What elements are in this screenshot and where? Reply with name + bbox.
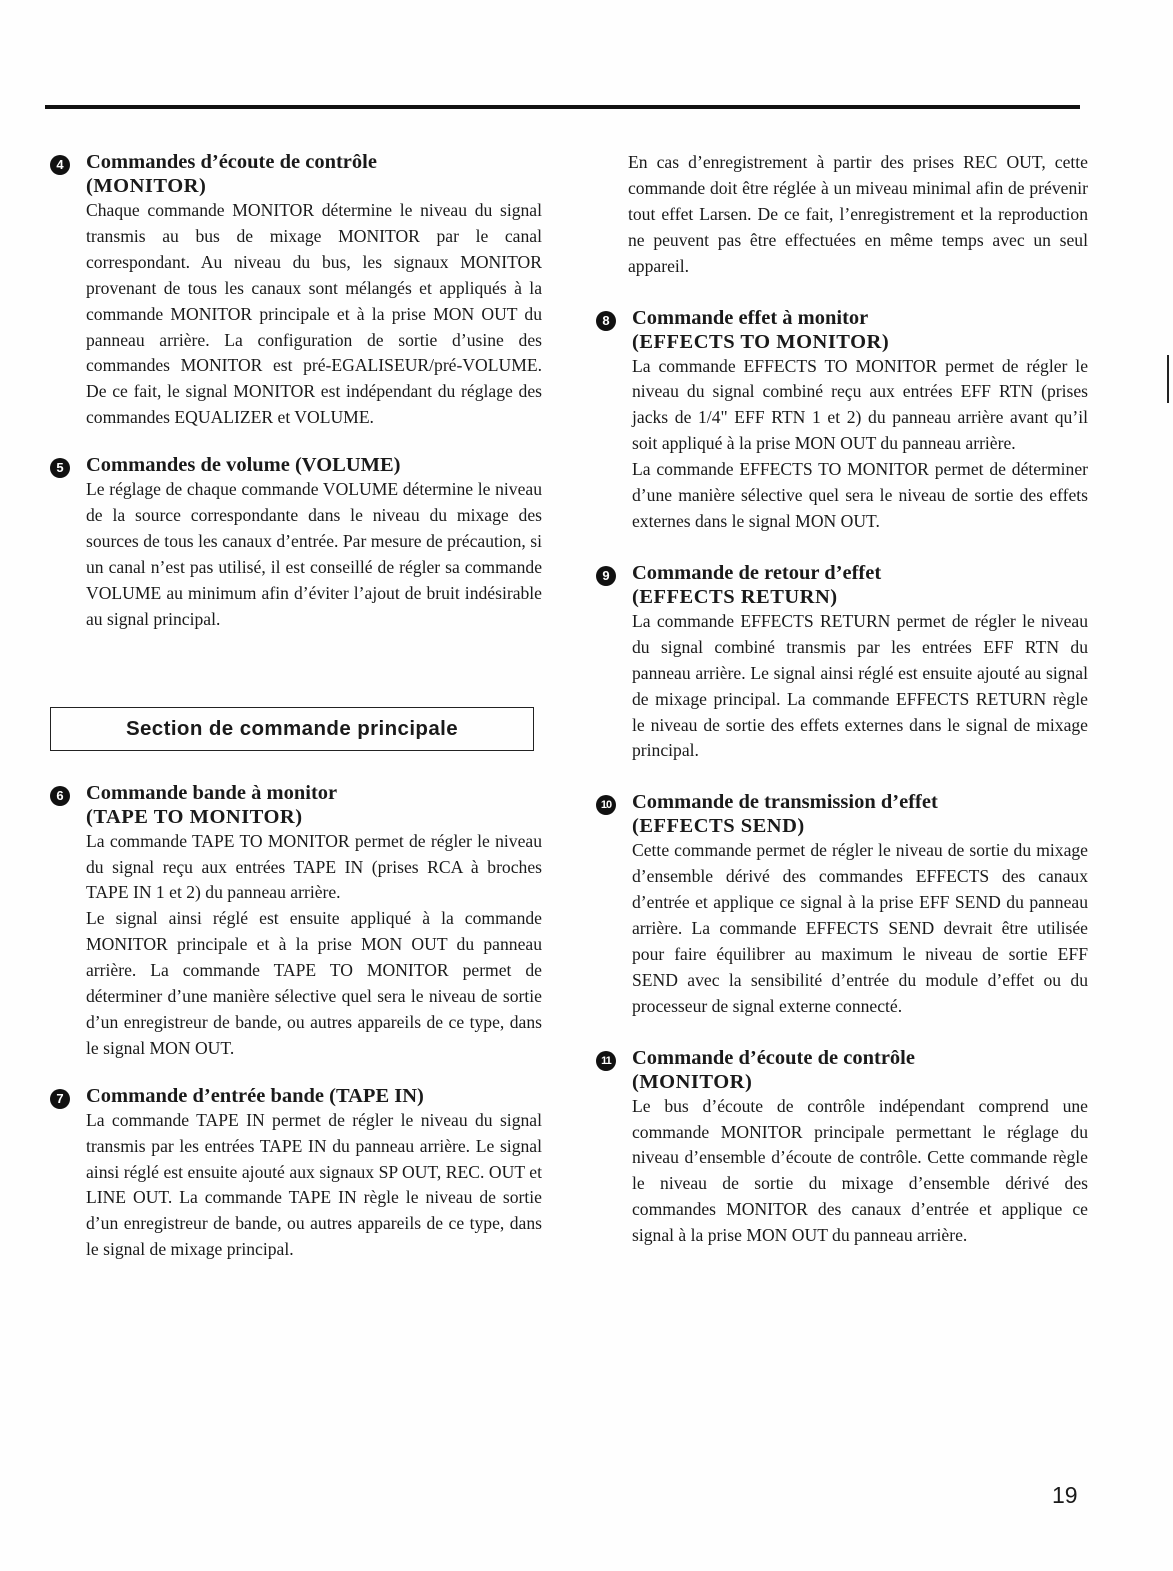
item-body: Le réglage de chaque commande VOLUME détermine le niveau de la source correspondante dans le niveau du mixage des sources de tous les canaux d’entrée. Par mesure de précaution, si un canal n’est pas utilisé, il est conseillé de régler sa commande VOLUME au minimum afin d’éviter l’ajout de bruit indésirable au signal principal. xyxy=(86,479,542,629)
item-11 xyxy=(596,1046,1088,1249)
item-number-badge: 9 xyxy=(596,566,616,586)
right-column xyxy=(596,150,1088,1249)
item-subheading: (EFFECTS TO MONITOR) xyxy=(632,330,890,353)
item-heading: Commande de retour d’effet xyxy=(632,561,882,584)
intro-paragraph: En cas d’enregistrement à partir des prises REC OUT, cette commande doit être réglée à un miveau minimal afin de prévenir tout effet Larsen. De ce fait, l’enregistrement et la reproduction ne peuvent pas être effectuées en même temps avec un seul appareil. xyxy=(628,152,1088,276)
item-number-badge: 10 xyxy=(596,795,616,815)
item-heading: Commande de transmission d’effet xyxy=(632,791,938,814)
item-number-badge: 4 xyxy=(50,155,70,175)
item-number-badge: 6 xyxy=(50,786,70,806)
item-4 xyxy=(50,150,542,431)
item-body: Chaque commande MONITOR détermine le niveau du signal transmis au bus de mixage MONITOR par le canal correspondant. Au niveau du bus, les signaux MONITOR provenant de tous les canaux sont mélangés et appliqués à la commande MONITOR principale et à la prise MON OUT du panneau arrière. La configuration de sortie d’usine des commandes MONITOR est pré-EGALISEUR/pré-VOLUME. De ce fait, le signal MONITOR est indépendant du réglage des commandes EQUALIZER et VOLUME. xyxy=(86,200,542,428)
item-subheading: (MONITOR) xyxy=(632,1070,753,1093)
item-7 xyxy=(50,1084,542,1263)
item-body: Cette commande permet de régler le niveau de sortie du mixage d’ensemble dérivé des commandes EFFECTS des canaux d’entrée et applique ce signal à la prise EFF SEND du panneau arrière. La commande EFFECTS SEND devrait être utilisée pour faire équilibrer au maximum le niveau de sortie EFF SEND avec la sensibilité d’entrée du module d’effet ou du processeur de signal externe connecté. xyxy=(632,840,1088,1016)
item-heading: Commande d’entrée bande (TAPE IN) xyxy=(86,1084,424,1107)
item-body: La commande EFFECTS RETURN permet de régler le niveau du signal combiné transmis par les entrées EFF RTN du panneau arrière. Le signal ainsi réglé est ensuite ajouté au signal de mixage principal. La commande EFFECTS RETURN règle le niveau de sortie des effets externes dans le signal de mixage principal. xyxy=(632,610,1088,761)
item-heading: Commande d’écoute de contrôle xyxy=(632,1046,915,1069)
item-heading: Commandes de volume (VOLUME) xyxy=(86,454,401,477)
item-heading: Commande effet à monitor xyxy=(632,306,869,329)
item-subheading: (EFFECTS SEND) xyxy=(632,815,805,838)
item-body: La commande EFFECTS TO MONITOR permet de déterminer d’une manière sélective quel sera le niveau de sortie des effets externes dans le signal MON OUT. xyxy=(632,459,1088,531)
section-title-box: Section de commande principale xyxy=(50,707,534,751)
item-body: La commande EFFECTS TO MONITOR permet de régler le niveau du signal combiné reçu aux entrées EFF RTN (prises jacks de 1/4" EFF RTN 1 et 2) du panneau arrière avant qu’il soit appliqué à la prise MON OUT du panneau arrière. xyxy=(632,355,1088,454)
item-heading: Commandes d’écoute de contrôle xyxy=(86,151,377,173)
page-number: 19 xyxy=(1052,1482,1078,1508)
item-number-badge: 5 xyxy=(50,458,70,478)
item-5 xyxy=(50,453,542,632)
top-rule xyxy=(45,105,1080,109)
item-number-badge: 8 xyxy=(596,311,616,331)
margin-mark xyxy=(1167,355,1169,403)
left-column xyxy=(50,150,542,1263)
item-subheading: (MONITOR) xyxy=(86,175,207,197)
item-6 xyxy=(50,781,542,1062)
item-9 xyxy=(596,561,1088,764)
item-number-badge: 11 xyxy=(596,1051,616,1071)
item-body: Le signal ainsi réglé est ensuite appliqué à la commande MONITOR principale et à la prise MON OUT du panneau arrière. La commande TAPE TO MONITOR permet de déterminer d’une manière sélective quel sera le niveau de sortie d’un enregistreur de bande, ou autres appareils de ce type, dans le signal MON OUT. xyxy=(86,908,542,1058)
item-body: La commande TAPE IN permet de régler le niveau du signal transmis par les entrées TAPE IN du panneau arrière. Le signal ainsi réglé est ensuite ajouté aux signaux SP OUT, REC. OUT et LINE OUT. La commande TAPE IN règle le niveau de sortie d’un enregistreur de bande, ou autres appareils de ce type, dans le signal de mixage principal. xyxy=(86,1109,542,1260)
item-number-badge: 7 xyxy=(50,1089,70,1109)
item-8 xyxy=(596,306,1088,535)
item-body: La commande TAPE TO MONITOR permet de régler le niveau du signal reçu aux entrées TAPE IN (prises RCA à broches TAPE IN 1 et 2) du panneau arrière. xyxy=(86,830,542,903)
item-heading: Commande bande à monitor xyxy=(86,781,338,804)
item-body: Le bus d’écoute de contrôle indépendant comprend une commande MONITOR principale permettant le réglage du niveau d’ensemble d’écoute de contrôle. Cette commande règle le niveau de sortie du mixage d’ensemble dérivé des commandes MONITOR des canaux d’entrée et applique ce signal à la prise MON OUT du panneau arrière. xyxy=(632,1095,1088,1246)
item-subheading: (TAPE TO MONITOR) xyxy=(86,805,303,828)
item-subheading: (EFFECTS RETURN) xyxy=(632,585,838,608)
item-10 xyxy=(596,790,1088,1019)
